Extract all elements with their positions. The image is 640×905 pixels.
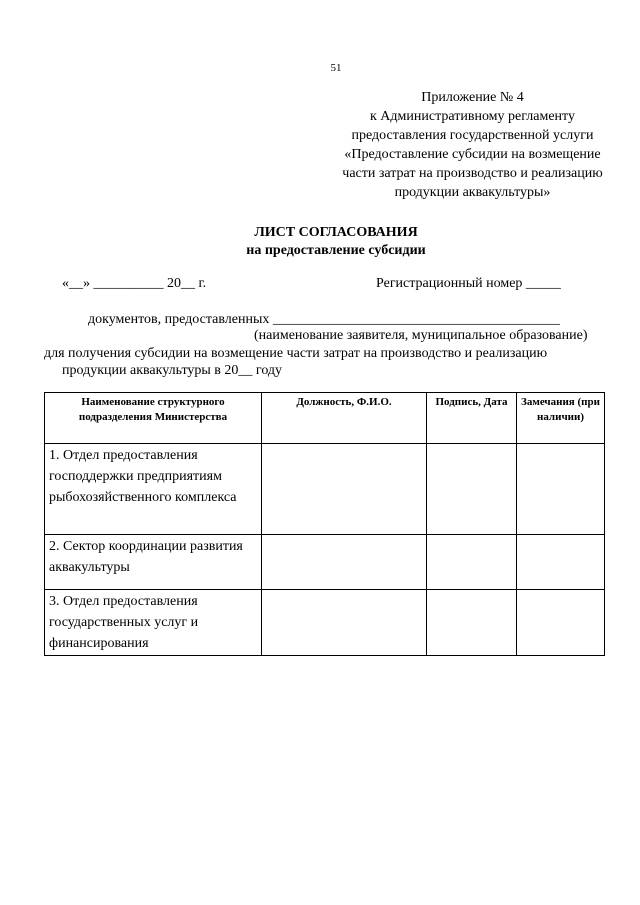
header-signature-date: Подпись, Дата	[427, 393, 517, 444]
page-number: 51	[330, 62, 342, 74]
header-remarks: Замечания (при наличии)	[517, 393, 605, 444]
appendix-line: продукции аквакультуры»	[394, 185, 551, 200]
appendix-block	[300, 88, 640, 202]
remarks-cell	[517, 535, 605, 590]
department-cell: 3. Отдел предоставления государственных услуг и финансирования	[45, 590, 262, 656]
department-cell: 2. Сектор координации развития аквакультуры	[45, 535, 262, 590]
purpose-line-1: для получения субсидии на возмещение части затрат на производство и реализацию	[44, 346, 548, 361]
appendix-line: предоставления государственной услуги	[351, 128, 594, 143]
document-title	[0, 224, 640, 260]
table-header-row	[45, 393, 605, 444]
appendix-line: части затрат на производство и реализацию	[342, 166, 603, 181]
documents-line: документов, предоставленных _________________________________________	[88, 312, 560, 327]
appendix-line: к Административному регламенту	[370, 109, 575, 124]
signature-cell	[427, 590, 517, 656]
position-cell	[262, 590, 427, 656]
remarks-cell	[517, 590, 605, 656]
position-cell	[262, 535, 427, 590]
approval-table	[44, 392, 605, 656]
header-department: Наименование структурного подразделения Министерства	[45, 393, 262, 444]
applicant-hint: (наименование заявителя, муниципальное образование)	[254, 328, 588, 343]
header-position-name: Должность, Ф.И.О.	[262, 393, 427, 444]
department-cell: 1. Отдел предоставления господдержки предприятиям рыбохозяйственного комплекса	[45, 444, 262, 535]
position-cell	[262, 444, 427, 535]
table-row	[45, 535, 605, 590]
remarks-cell	[517, 444, 605, 535]
signature-cell	[427, 535, 517, 590]
title-line-2: на предоставление субсидии	[246, 243, 426, 258]
table-row	[45, 444, 605, 535]
table-row	[45, 590, 605, 656]
purpose-line-2: продукции аквакультуры в 20__ году	[62, 363, 283, 378]
appendix-line: «Предоставление субсидии на возмещение	[344, 147, 601, 162]
title-line-1: ЛИСТ СОГЛАСОВАНИЯ	[254, 225, 418, 240]
registration-number-field: Регистрационный номер _____	[376, 276, 561, 291]
signature-cell	[427, 444, 517, 535]
appendix-line: Приложение № 4	[421, 90, 524, 105]
date-field: «__» __________ 20__ г.	[62, 276, 207, 291]
